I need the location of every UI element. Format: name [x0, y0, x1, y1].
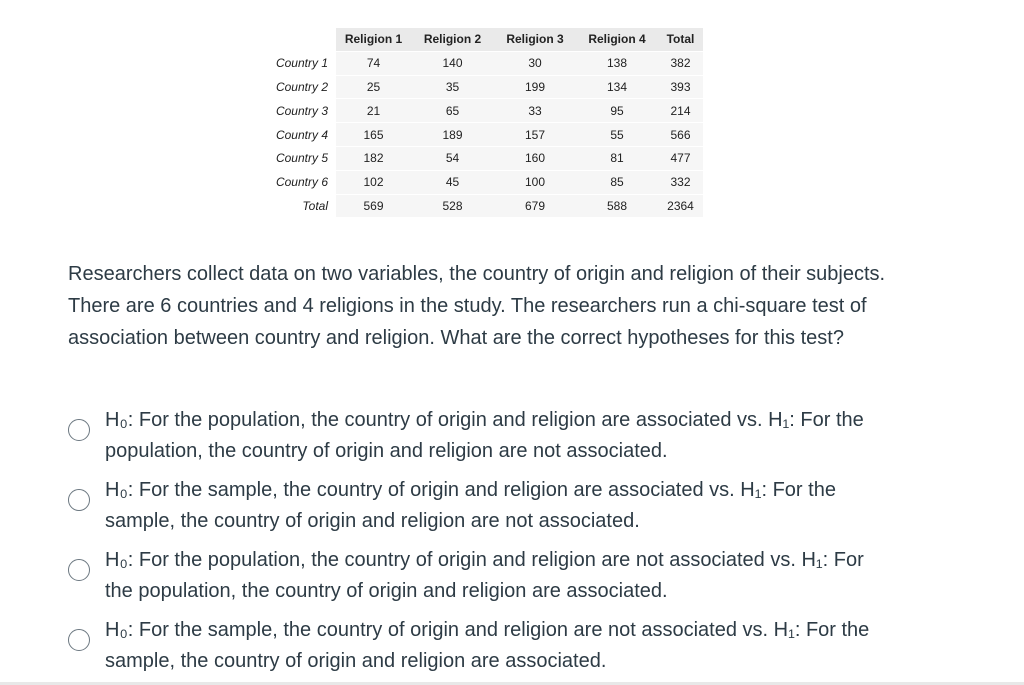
- table-row: [256, 75, 703, 99]
- answer-option-4[interactable]: [68, 615, 898, 685]
- column-header: Religion 3: [494, 28, 576, 51]
- table-cell: 588: [576, 194, 658, 217]
- table-cell: 157: [494, 123, 576, 147]
- answer-option-label[interactable]: H₀: For the population, the country of origin and religion are not associated vs. H₁: For the population, the country of origin and religion are associated.: [105, 549, 864, 602]
- table-cell: 100: [494, 170, 576, 194]
- column-header: Total: [658, 28, 703, 51]
- table-cell: 74: [336, 51, 411, 75]
- table-row: [256, 123, 703, 147]
- table-cell: 81: [576, 146, 658, 170]
- table-cell: 134: [576, 75, 658, 99]
- answer-option-2[interactable]: [68, 475, 898, 545]
- table-cell: 477: [658, 146, 703, 170]
- table-cell: 332: [658, 170, 703, 194]
- answer-option-label[interactable]: H₀: For the sample, the country of origin and religion are not associated vs. H₁: For the sample, the country of origin and religion are associated.: [105, 619, 870, 672]
- table-cell: 189: [411, 123, 494, 147]
- table-cell: 566: [658, 123, 703, 147]
- answer-option-1[interactable]: [68, 405, 898, 475]
- contingency-table: [256, 28, 703, 217]
- row-header: Country 5: [275, 151, 328, 166]
- table-total-row: [256, 194, 703, 217]
- answer-options: [68, 405, 898, 685]
- answer-option-label[interactable]: H₀: For the population, the country of origin and religion are associated vs. H₁: For the population, the country of origin and religion are not associated.: [105, 409, 864, 462]
- table-cell: 160: [494, 146, 576, 170]
- table-cell: 569: [336, 194, 411, 217]
- table-row: [256, 99, 703, 123]
- question-text: Researchers collect data on two variables, the country of origin and religion of their subjects. There are 6 countries and 4 religions in the study. The researchers run a chi-square test of association between country and religion. What are the correct hypotheses for this test?: [68, 263, 886, 349]
- table-cell: 55: [576, 123, 658, 147]
- table-cell: 182: [336, 146, 411, 170]
- table-cell: 199: [494, 75, 576, 99]
- contingency-table-container: [256, 28, 703, 217]
- table-cell: 54: [411, 146, 494, 170]
- row-header: Total: [302, 198, 328, 213]
- table-row: [256, 170, 703, 194]
- row-header: Country 2: [275, 79, 328, 94]
- table-cell: 165: [336, 123, 411, 147]
- table-header-row: [256, 28, 703, 51]
- table-cell: 85: [576, 170, 658, 194]
- column-header: Religion 2: [411, 28, 494, 51]
- table-cell: 21: [336, 99, 411, 123]
- table-cell: 214: [658, 99, 703, 123]
- table-row: [256, 146, 703, 170]
- row-header: Country 4: [275, 127, 328, 142]
- table-row: [256, 51, 703, 75]
- radio-button-icon[interactable]: [68, 559, 90, 581]
- table-cell: 382: [658, 51, 703, 75]
- row-header: Country 1: [275, 56, 328, 71]
- table-cell: 35: [411, 75, 494, 99]
- table-cell: 138: [576, 51, 658, 75]
- table-corner-cell: [256, 28, 336, 51]
- answer-option-3[interactable]: [68, 545, 898, 615]
- radio-button-icon[interactable]: [68, 629, 90, 651]
- table-cell: 65: [411, 99, 494, 123]
- row-header: Country 3: [275, 103, 328, 118]
- table-cell: 393: [658, 75, 703, 99]
- table-cell: 2364: [658, 194, 703, 217]
- row-header: Country 6: [275, 175, 328, 190]
- table-cell: 25: [336, 75, 411, 99]
- table-cell: 140: [411, 51, 494, 75]
- radio-button-icon[interactable]: [68, 489, 90, 511]
- answer-option-label[interactable]: H₀: For the sample, the country of origin and religion are associated vs. H₁: For the sample, the country of origin and religion are not associated.: [105, 479, 836, 532]
- table-cell: 528: [411, 194, 494, 217]
- table-cell: 30: [494, 51, 576, 75]
- table-cell: 95: [576, 99, 658, 123]
- table-cell: 102: [336, 170, 411, 194]
- table-cell: 45: [411, 170, 494, 194]
- radio-button-icon[interactable]: [68, 419, 90, 441]
- column-header: Religion 1: [336, 28, 411, 51]
- column-header: Religion 4: [576, 28, 658, 51]
- table-cell: 679: [494, 194, 576, 217]
- table-cell: 33: [494, 99, 576, 123]
